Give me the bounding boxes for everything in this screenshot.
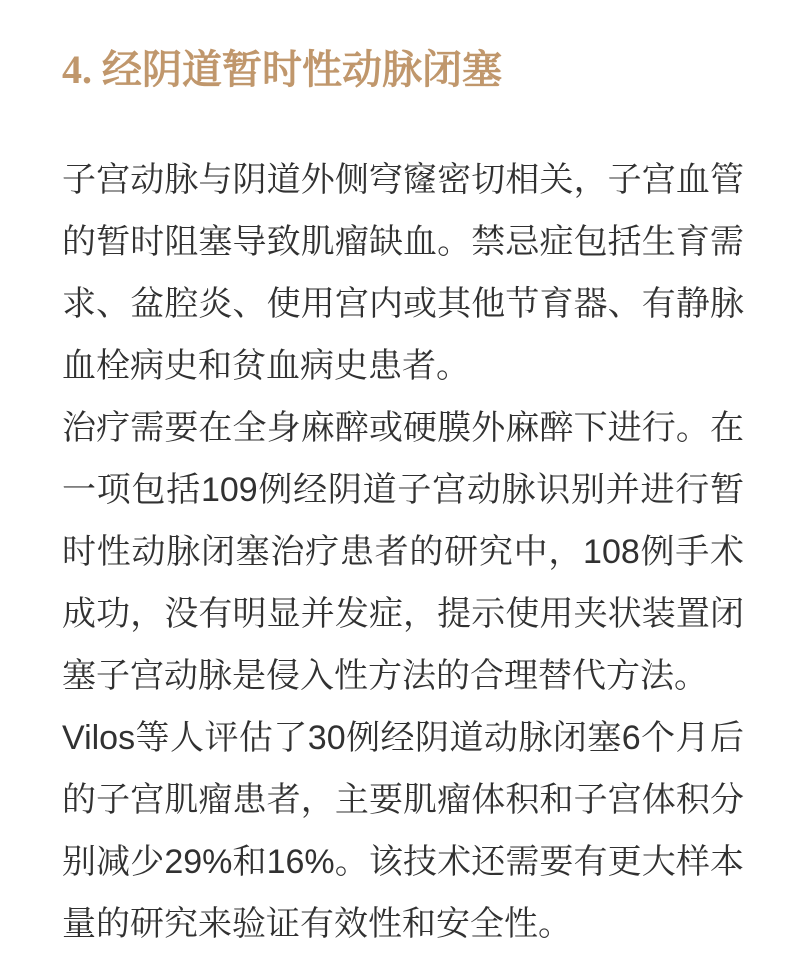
section-heading: 4. 经阴道暂时性动脉闭塞	[62, 47, 502, 92]
paragraph-contraindications: 子宫动脉与阴道外侧穹窿密切相关，子宫血管的暂时阻塞导致肌瘤缺血。禁忌症包括生育需求、盆腔炎、使用宫内或其他节育器、有静脉血栓病史和贫血病史患者。	[62, 161, 744, 385]
paragraph-vilos-results: Vilos等人评估了30例经阴道动脉闭塞6个月后的子宫肌瘤患者，主要肌瘤体积和子宫体积分别减少29%和16%。该技术还需要有更大样本量的研究来验证有效性和安全性。	[62, 719, 744, 943]
article-body	[62, 149, 744, 955]
paragraph-procedure-study: 治疗需要在全身麻醉或硬膜外麻醉下进行。在一项包括109例经阴道子宫动脉识别并进行暂时性动脉闭塞治疗患者的研究中，108例手术成功，没有明显并发症，提示使用夹状装置闭塞子宫动脉是侵入性方法的合理替代方法。	[62, 409, 744, 695]
